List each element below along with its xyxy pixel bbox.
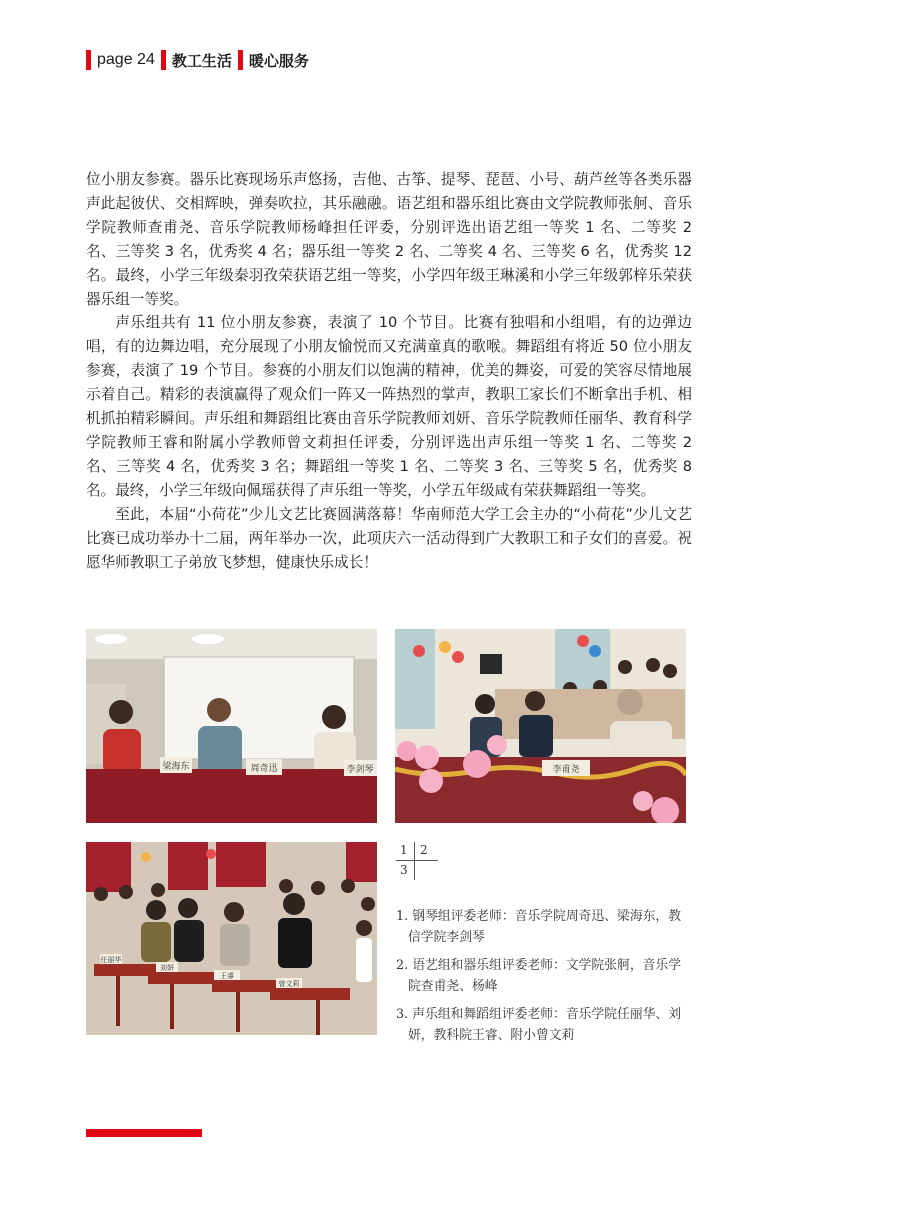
name-card: 李剑琴: [346, 765, 374, 775]
name-card: 曾文莉: [278, 980, 300, 988]
footer-accent-bar: [86, 1129, 202, 1137]
paragraph: 至此，本届“小荷花”少儿文艺比赛圆满落幕！华南师范大学工会主办的“小荷花”少儿文艺比赛已成功举办十二届，两年举办一次，此项庆六一活动得到广大教职工和子女们的喜爱。祝愿华师教职工子弟放飞梦想，健康快乐成长！: [86, 505, 692, 571]
photo-language-instrument-judges: [395, 629, 686, 823]
caption: 2. 语艺组和器乐组评委老师：文学院张舸，音乐学院查甫尧、杨峰: [396, 958, 682, 994]
key-divider: [414, 842, 415, 880]
header-accent-bar: [161, 50, 166, 70]
article-body: [86, 168, 692, 574]
photo-piano-judges: [86, 629, 377, 823]
column-title: 暖心服务: [248, 51, 309, 70]
page-header: [86, 47, 315, 73]
name-card: 梁海东: [162, 762, 190, 772]
photo-layout-key: [396, 842, 438, 880]
name-card: 刘妍: [160, 964, 174, 972]
key-number: 2: [420, 843, 428, 857]
section-title: 教工生活: [171, 51, 232, 70]
header-accent-bar: [238, 50, 243, 70]
key-divider: [396, 860, 438, 861]
caption: 1. 钢琴组评委老师：音乐学院周奇迅、梁海东，教信学院李剑琴: [396, 909, 682, 945]
page-number: page 24: [97, 51, 155, 68]
key-number: 1: [400, 843, 408, 857]
paragraph: 声乐组共有 11 位小朋友参赛，表演了 10 个节目。比赛有独唱和小组唱，有的边弹边唱，有的边舞边唱，充分展现了小朋友愉悦而又充满童真的歌喉。舞蹈组有将近 50 位小朋友参赛，表演了 19 个节目。参赛的小朋友们以饱满的精神，优美的舞姿，可爱的笑容尽情地展示着自己。精彩的表演赢得了观众们一阵又一阵热烈的掌声，教职工家长们不断拿出手机、相机抓拍精彩瞬间。声乐组和舞蹈组比赛由音乐学院教师刘妍、音乐学院教师任丽华、教育科学学院教师王睿和附属小学教师曾文莉担任评委，分别评选出声乐组一等奖 1 名、二等奖 2 名、三等奖 4 名，优秀奖 3 名；舞蹈组一等奖 1 名、二等奖 3 名、三等奖 5 名，优秀奖 8 名。最终，小学三年级向佩瑶获得了声乐组一等奖，小学五年级咸有荣获舞蹈组一等奖。: [86, 314, 692, 499]
name-card: 王睿: [220, 972, 234, 980]
caption: 3. 声乐组和舞蹈组评委老师：音乐学院任丽华、刘妍，教科院王睿、附小曾文莉: [396, 1007, 682, 1043]
name-card: 李甫尧: [552, 765, 580, 775]
paragraph: 位小朋友参赛。器乐比赛现场乐声悠扬，吉他、古筝、提琴、琵琶、小号、葫芦丝等各类乐器声此起彼伏、交相辉映，弹奏吹拉，其乐融融。语艺组和器乐组比赛由文学院教师张舸、音乐学院教师查甫尧、音乐学院教师杨峰担任评委，分别评选出语艺组一等奖 1 名、二等奖 2 名、三等奖 3 名，优秀奖 4 名；器乐组一等奖 2 名、二等奖 4 名、三等奖 6 名，优秀奖 12 名。最终，小学三年级秦羽孜荣获语艺组一等奖，小学四年级王琳溪和小学三年级郭梓乐荣获器乐组一等奖。: [86, 171, 692, 308]
photo-captions: [396, 907, 688, 1055]
header-accent-bar: [86, 50, 91, 70]
name-card: 任丽华: [100, 956, 122, 964]
name-card: 周奇迅: [250, 764, 278, 774]
key-number: 3: [400, 863, 408, 877]
photo-vocal-dance-judges: [86, 842, 377, 1035]
